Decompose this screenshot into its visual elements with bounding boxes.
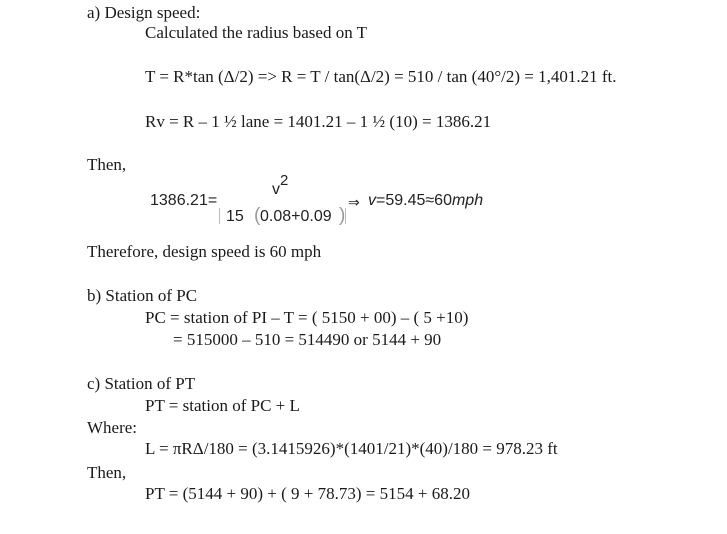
numerator-base: v (272, 181, 280, 198)
formula-result (368, 191, 483, 211)
denominator-15: 15 (226, 208, 244, 225)
part-a-heading: a) Design speed: (87, 3, 201, 22)
result-unit: mph (451, 192, 484, 209)
numerator-exponent: 2 (280, 172, 289, 189)
formula-lhs: 1386.21= (150, 192, 218, 209)
tangent-equation: T = R*tan (Δ/2) => R = T / tan(Δ/2) = 510 / tan (40°/2) = 1,401.21 ft. (145, 67, 617, 86)
then-label-c: Then, (87, 463, 127, 482)
part-b-heading: b) Station of PC (87, 286, 198, 305)
result-variable: v (368, 192, 376, 209)
pc-equation-1: PC = station of PI – T = ( 5150 + 00) – ( 5 +10) (145, 308, 469, 327)
pt-equation: PT = (5144 + 90) + ( 9 + 78.73) = 5154 + 68.20 (145, 484, 470, 503)
where-label: Where: (87, 418, 138, 437)
fraction-bar-left-edge (219, 208, 220, 224)
implies-arrow: ⇒ (348, 194, 360, 210)
part-c-heading: c) Station of PT (87, 374, 196, 393)
then-label-a: Then, (87, 155, 127, 174)
formula-numerator (272, 172, 289, 200)
result-value: =59.45≈60 (376, 192, 452, 209)
denominator-inner: 0.08+0.09 (260, 208, 332, 225)
right-paren: ) (339, 205, 346, 226)
fraction-bar-right-edge (345, 208, 346, 224)
design-speed-conclusion: Therefore, design speed is 60 mph (87, 242, 322, 261)
rv-equation: Rv = R – 1 ½ lane = 1401.21 – 1 ½ (10) = 1386.21 (145, 112, 492, 131)
left-paren: ( (254, 205, 261, 226)
curve-length-equation: L = πRΔ/180 = (3.1415926)*(1401/21)*(40)/180 = 978.23 ft (145, 439, 558, 458)
radius-calc-intro: Calculated the radius based on T (145, 23, 368, 42)
pc-equation-2: = 515000 – 510 = 514490 or 5144 + 90 (173, 330, 442, 349)
pt-definition: PT = station of PC + L (145, 396, 300, 415)
